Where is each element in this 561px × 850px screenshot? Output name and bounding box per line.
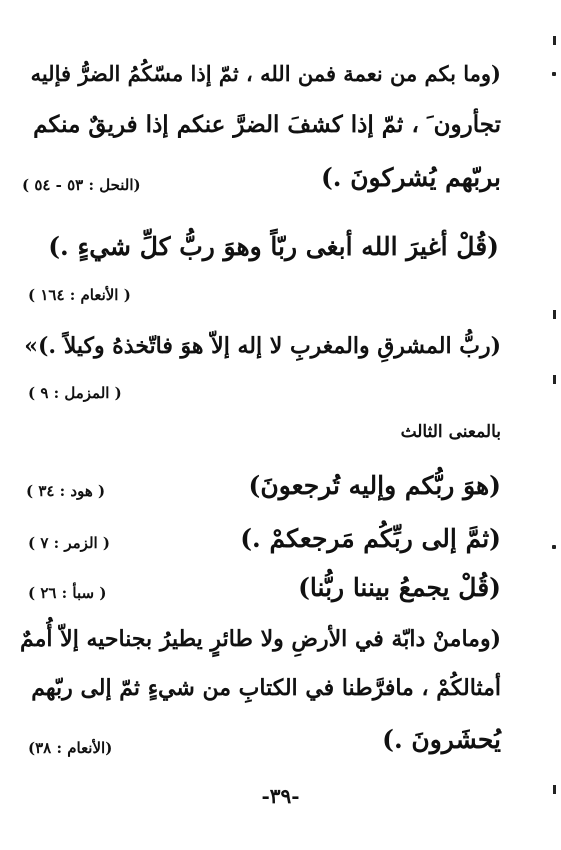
verse-reference: ( الزمر : ٧ ) xyxy=(28,534,111,552)
verse-line: أمثالكُمْ ، مافرَّطنا في الكتابِ من شيءٍ ثمّ إلى ربّهم xyxy=(31,675,501,701)
verse-line: بربّهم يُشركونَ .) xyxy=(320,163,501,192)
verse-reference: ( الأنعام : ١٦٤ ) xyxy=(28,286,131,304)
margin-mark xyxy=(553,36,556,45)
verse-line: يُحشَرونَ .) xyxy=(382,725,501,754)
margin-mark xyxy=(553,375,556,384)
verse-reference: ( المزمل : ٩ ) xyxy=(28,384,122,402)
section-heading: بالمعنى الثالث xyxy=(400,422,501,442)
verse-reference: (الأنعام : ٣٨) xyxy=(28,739,113,757)
verse-line: (ثمَّ إلى ربِّكُم مَرجعكمْ .) xyxy=(240,524,501,553)
verse-line: (ومامنْ دابّة في الأرضِ ولا طائرٍ يطيرُ بجناحيه إلاّ أُممٌ xyxy=(19,626,501,652)
margin-mark xyxy=(552,545,556,549)
verse-line: تجأرون َ ، ثمّ إذا كشفَ الضرَّ عنكم إذا فريقٌ منكم xyxy=(33,111,501,138)
margin-mark xyxy=(552,72,556,76)
verse-reference: ( هود : ٣٤ ) xyxy=(26,482,106,500)
verse-line: (هوَ ربُّكم وإليه تُرجعونَ) xyxy=(248,471,501,500)
margin-mark xyxy=(553,785,556,794)
verse-line: (قُلْ يجمعُ بيننا ربُّنا) xyxy=(298,573,501,602)
verse-line: (وما بكم من نعمة فمن الله ، ثمّ إذا مسّكُمُ الضرُّ فإليه xyxy=(30,61,501,86)
verse-line: (ربُّ المشرقِ والمغربِ لا إله إلاّ هوَ فاتّخذهُ وكيلاً .)» xyxy=(24,333,501,359)
verse-line: (قُلْ أغيرَ الله أبغى ربّاً وهوَ ربُّ كلِّ شيءٍ .) xyxy=(48,232,499,261)
verse-reference: (النحل : ٥٣ - ٥٤ ) xyxy=(22,176,141,194)
verse-reference: ( سبأ : ٢٦ ) xyxy=(28,584,107,602)
page-number: -٣٩- xyxy=(261,784,300,808)
margin-mark xyxy=(553,310,556,319)
